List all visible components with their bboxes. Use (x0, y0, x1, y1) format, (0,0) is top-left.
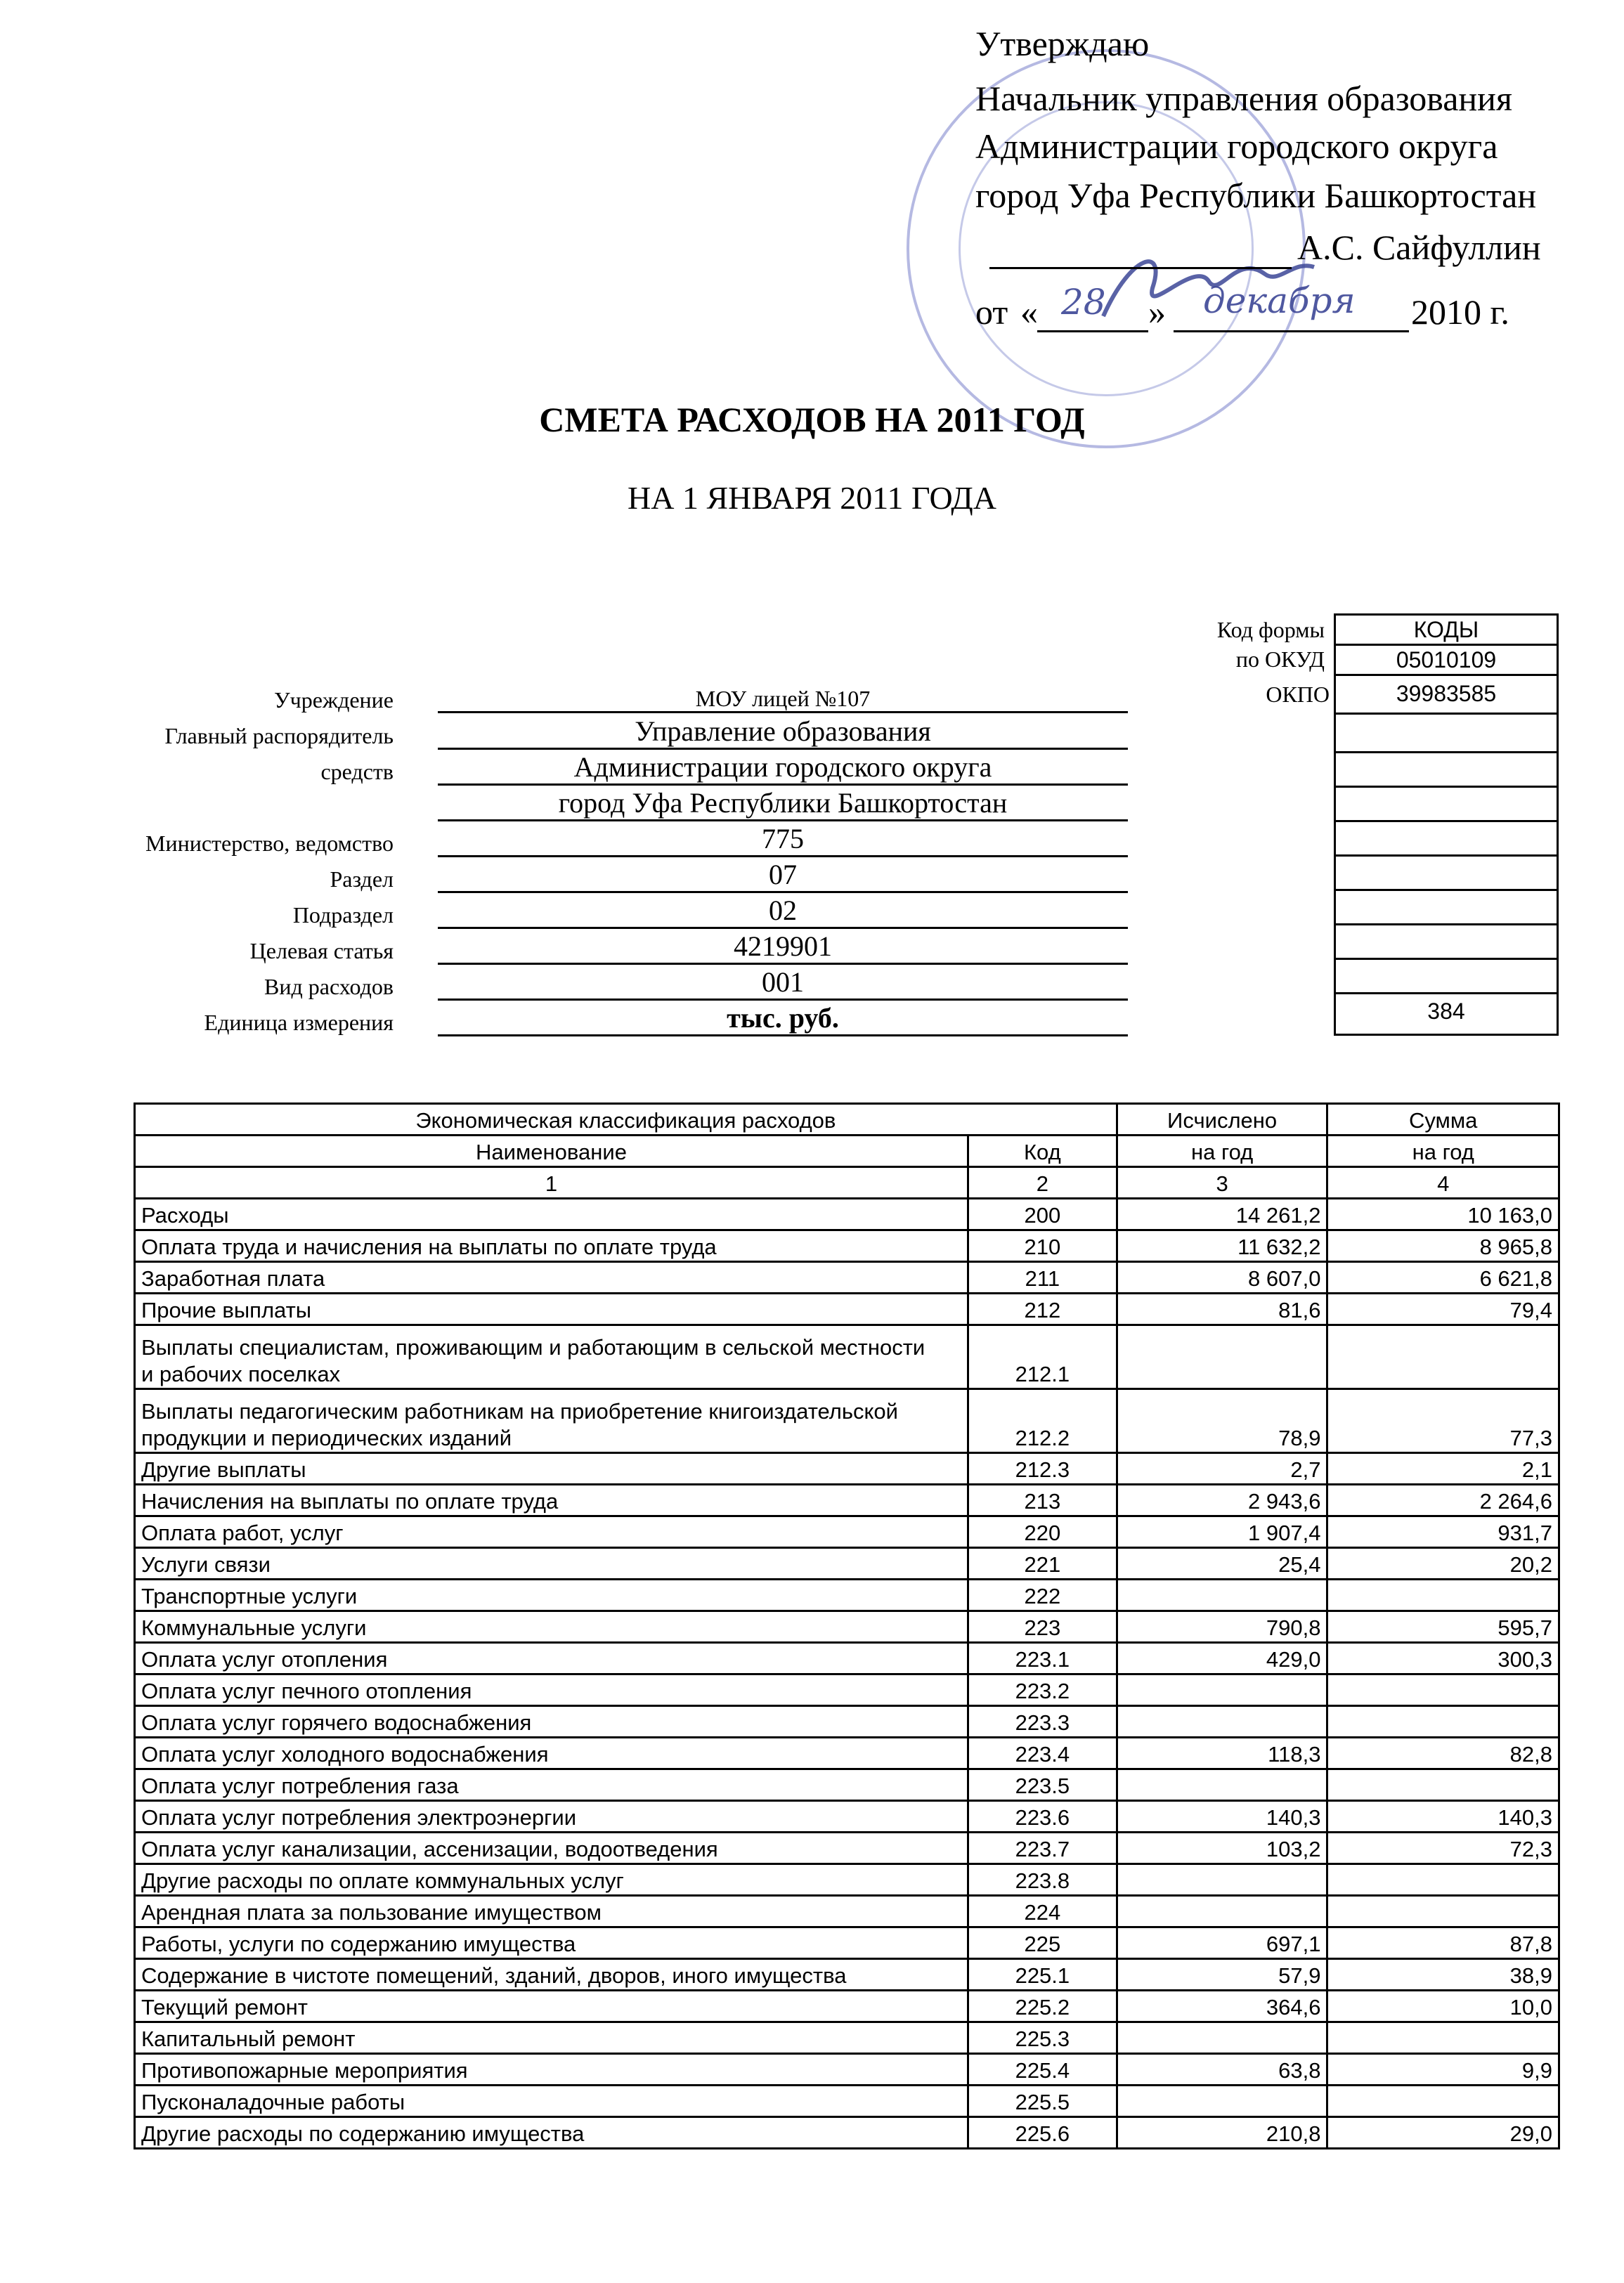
code-cell-section (1334, 854, 1559, 891)
table-body (135, 1199, 1559, 2149)
date-open-quote: « (1020, 292, 1038, 332)
row-code: 225.6 (968, 2117, 1117, 2149)
table-row (135, 1833, 1559, 1864)
approval-heading: Утверждаю (975, 24, 1150, 63)
table-row (135, 1643, 1559, 1674)
signature-line (989, 267, 1292, 269)
row-calculated (1117, 1896, 1327, 1927)
row-code: 224 (968, 1896, 1117, 1927)
row-calculated: 63,8 (1117, 2054, 1327, 2086)
row-sum: 2 264,6 (1327, 1485, 1559, 1516)
header-name: Наименование (135, 1136, 968, 1167)
code-cell-manager-3 (1334, 786, 1559, 822)
row-code: 223.5 (968, 1769, 1117, 1801)
table-header-row-2 (135, 1136, 1559, 1167)
row-code: 223.8 (968, 1864, 1117, 1896)
row-code: 225.5 (968, 2086, 1117, 2117)
row-calculated (1117, 1864, 1327, 1896)
table-row (135, 1453, 1559, 1485)
ministry-value: 775 (438, 823, 1128, 857)
table-row (135, 1801, 1559, 1833)
row-sum: 595,7 (1327, 1611, 1559, 1643)
table-row (135, 1389, 1559, 1453)
row-calculated: 78,9 (1117, 1389, 1327, 1453)
header-code: Код (968, 1136, 1117, 1167)
row-code: 225 (968, 1927, 1117, 1959)
table-row (135, 1769, 1559, 1801)
subsection-value: 02 (438, 895, 1128, 929)
expense-type-label: Вид расходов (264, 974, 394, 999)
table-row (135, 2117, 1559, 2149)
row-name (135, 1801, 968, 1833)
row-name-text: Арендная плата за пользование имуществом (141, 1900, 602, 1925)
manager-value-2: Администрации городского округа (438, 751, 1128, 786)
row-code: 210 (968, 1230, 1117, 1262)
row-name (135, 1611, 968, 1643)
row-name-text: Выплаты специалистам, проживающим и работающим в сельской местности (141, 1335, 925, 1360)
approval-position-3: город Уфа Республики Башкортостан (975, 176, 1537, 215)
manager-value-3: город Уфа Республики Башкортостан (438, 787, 1128, 821)
table-row (135, 1548, 1559, 1580)
row-sum (1327, 2022, 1559, 2054)
row-name-text: Оплата услуг потребления электроэнергии (141, 1805, 577, 1830)
row-name-text: Противопожарные мероприятия (141, 2058, 468, 2083)
row-code: 213 (968, 1485, 1117, 1516)
row-sum: 72,3 (1327, 1833, 1559, 1864)
table-row (135, 1230, 1559, 1262)
header-sum: Сумма (1327, 1104, 1559, 1136)
expense-table (134, 1103, 1560, 2149)
row-name (135, 2086, 968, 2117)
row-sum: 79,4 (1327, 1294, 1559, 1325)
row-name (135, 1833, 968, 1864)
row-code: 212.1 (968, 1325, 1117, 1389)
column-number-2: 2 (968, 1167, 1117, 1199)
row-calculated: 25,4 (1117, 1548, 1327, 1580)
row-sum: 10 163,0 (1327, 1199, 1559, 1230)
row-name (135, 2022, 968, 2054)
row-name-text: Услуги связи (141, 1552, 271, 1577)
row-name-text: Капитальный ремонт (141, 2027, 356, 2051)
row-calculated: 2,7 (1117, 1453, 1327, 1485)
code-cell-manager-2 (1334, 751, 1559, 788)
table-row (135, 2022, 1559, 2054)
table-row (135, 1706, 1559, 1738)
row-code: 212 (968, 1294, 1117, 1325)
row-name-text: Начисления на выплаты по оплате труда (141, 1489, 559, 1514)
table-column-numbers (135, 1167, 1559, 1199)
date-close-quote: » (1148, 292, 1166, 332)
header-calculated-year: на год (1117, 1136, 1327, 1167)
row-name-text: Оплата услуг отопления (141, 1647, 388, 1672)
row-sum: 6 621,8 (1327, 1262, 1559, 1294)
target-value: 4219901 (438, 930, 1128, 965)
row-code: 220 (968, 1516, 1117, 1548)
subsection-label: Подраздел (292, 902, 394, 928)
row-name-text: Пусконаладочные работы (141, 2090, 405, 2114)
table-row (135, 1896, 1559, 1927)
table-row (135, 1325, 1559, 1389)
row-code: 200 (968, 1199, 1117, 1230)
approval-position-2: Администрации городского округа (975, 126, 1498, 166)
document-title: СМЕТА РАСХОДОВ НА 2011 ГОД (539, 400, 1085, 439)
manager-value-1: Управление образования (438, 715, 1128, 750)
expense-type-value: 001 (438, 966, 1128, 1001)
code-cell-manager-1 (1334, 713, 1559, 753)
row-name-text: Работы, услуги по содержанию имущества (141, 1932, 576, 1956)
row-code: 225.1 (968, 1959, 1117, 1991)
row-sum: 87,8 (1327, 1927, 1559, 1959)
row-sum: 2,1 (1327, 1453, 1559, 1485)
row-name (135, 1294, 968, 1325)
table-row (135, 1674, 1559, 1706)
table-row (135, 1991, 1559, 2022)
header-econ-class: Экономическая классификация расходов (135, 1104, 1117, 1136)
row-sum (1327, 1674, 1559, 1706)
row-calculated (1117, 1706, 1327, 1738)
institution-label: Учреждение (274, 687, 394, 713)
row-name-text: Прочие выплаты (141, 1298, 312, 1322)
code-cell-subsection (1334, 889, 1559, 925)
row-name-text: Транспортные услуги (141, 1584, 358, 1608)
row-name (135, 1230, 968, 1262)
row-code: 223.3 (968, 1706, 1117, 1738)
row-calculated (1117, 2022, 1327, 2054)
code-cell-target (1334, 923, 1559, 960)
row-sum: 140,3 (1327, 1801, 1559, 1833)
row-code: 223.6 (968, 1801, 1117, 1833)
row-name-text: Выплаты педагогическим работникам на приобретение книгоиздательской (141, 1399, 898, 1424)
approval-position-1: Начальник управления образования (975, 79, 1512, 118)
row-calculated: 81,6 (1117, 1294, 1327, 1325)
row-calculated: 14 261,2 (1117, 1199, 1327, 1230)
section-label: Раздел (330, 866, 394, 892)
row-calculated: 210,8 (1117, 2117, 1327, 2149)
row-name (135, 2117, 968, 2149)
row-code: 223.4 (968, 1738, 1117, 1769)
row-name-text: Оплата услуг горячего водоснабжения (141, 1710, 532, 1735)
row-sum (1327, 1896, 1559, 1927)
row-name (135, 1516, 968, 1548)
row-name (135, 1959, 968, 1991)
okud-label: по ОКУД (1235, 646, 1325, 672)
row-code: 223.7 (968, 1833, 1117, 1864)
header-sum-year: на год (1327, 1136, 1559, 1167)
row-code: 225.2 (968, 1991, 1117, 2022)
table-row (135, 1611, 1559, 1643)
row-sum (1327, 1580, 1559, 1611)
date-day-line (1037, 330, 1148, 332)
row-calculated: 103,2 (1117, 1833, 1327, 1864)
row-code: 223.1 (968, 1643, 1117, 1674)
row-name-text: Оплата работ, услуг (141, 1521, 344, 1545)
signer-name: А.С. Сайфуллин (1297, 228, 1541, 267)
row-calculated: 118,3 (1117, 1738, 1327, 1769)
code-cell-expense-type (1334, 958, 1559, 994)
okpo-label: ОКПО (1266, 682, 1330, 707)
row-calculated: 11 632,2 (1117, 1230, 1327, 1262)
row-code: 212.3 (968, 1453, 1117, 1485)
row-code: 223.2 (968, 1674, 1117, 1706)
column-number-3: 3 (1117, 1167, 1327, 1199)
row-calculated: 2 943,6 (1117, 1485, 1327, 1516)
row-code: 212.2 (968, 1389, 1117, 1453)
manager-label-2: средств (320, 759, 394, 784)
row-calculated: 364,6 (1117, 1991, 1327, 2022)
row-name (135, 1769, 968, 1801)
row-sum: 38,9 (1327, 1959, 1559, 1991)
row-name-text: Оплата услуг канализации, ассенизации, водоотведения (141, 1837, 718, 1861)
okpo-value: 39983585 (1334, 674, 1559, 715)
row-calculated: 790,8 (1117, 1611, 1327, 1643)
row-code: 221 (968, 1548, 1117, 1580)
table-header-row-1 (135, 1104, 1559, 1136)
row-calculated (1117, 2086, 1327, 2117)
row-name (135, 1389, 968, 1453)
okud-value: 05010109 (1334, 644, 1559, 676)
row-calculated (1117, 1580, 1327, 1611)
row-sum: 8 965,8 (1327, 1230, 1559, 1262)
row-sum (1327, 1769, 1559, 1801)
table-row (135, 1516, 1559, 1548)
row-name (135, 1453, 968, 1485)
row-code: 222 (968, 1580, 1117, 1611)
row-sum (1327, 2086, 1559, 2117)
row-sum: 82,8 (1327, 1738, 1559, 1769)
row-calculated: 57,9 (1117, 1959, 1327, 1991)
row-name (135, 1485, 968, 1516)
row-name (135, 1927, 968, 1959)
row-sum: 9,9 (1327, 2054, 1559, 2086)
row-code: 211 (968, 1262, 1117, 1294)
codes-header: КОДЫ (1334, 613, 1559, 646)
row-sum: 300,3 (1327, 1643, 1559, 1674)
table-row (135, 1199, 1559, 1230)
section-value: 07 (438, 859, 1128, 893)
date-month: декабря (1203, 280, 1356, 321)
row-calculated: 697,1 (1117, 1927, 1327, 1959)
row-calculated: 429,0 (1117, 1643, 1327, 1674)
row-name (135, 1643, 968, 1674)
row-name-text: Содержание в чистоте помещений, зданий, дворов, иного имущества (141, 1963, 847, 1988)
row-sum (1327, 1325, 1559, 1389)
row-sum: 931,7 (1327, 1516, 1559, 1548)
header-calculated: Исчислено (1117, 1104, 1327, 1136)
manager-label-1: Главный распорядитель (164, 723, 394, 748)
table-row (135, 1959, 1559, 1991)
row-sum: 29,0 (1327, 2117, 1559, 2149)
target-label: Целевая статья (249, 938, 394, 963)
row-sum: 20,2 (1327, 1548, 1559, 1580)
row-name-text: Расходы (141, 1203, 229, 1228)
row-name-text: Оплата услуг холодного водоснабжения (141, 1742, 549, 1767)
row-name-text: Коммунальные услуги (141, 1615, 367, 1640)
table-row (135, 1294, 1559, 1325)
row-name (135, 1991, 968, 2022)
table-row (135, 1864, 1559, 1896)
row-calculated (1117, 1674, 1327, 1706)
row-calculated (1117, 1325, 1327, 1389)
row-sum (1327, 1864, 1559, 1896)
table-row (135, 1262, 1559, 1294)
row-sum: 10,0 (1327, 1991, 1559, 2022)
row-name-text-continued: и рабочих поселках (141, 1362, 341, 1386)
table-row (135, 2086, 1559, 2117)
date-day: 28 (1061, 282, 1106, 323)
row-name-text: Текущий ремонт (141, 1995, 308, 2019)
row-name (135, 1674, 968, 1706)
code-cell-ministry (1334, 820, 1559, 857)
row-name (135, 1896, 968, 1927)
row-name-text: Оплата услуг потребления газа (141, 1774, 459, 1798)
row-sum: 77,3 (1327, 1389, 1559, 1453)
unit-label: Единица измерения (204, 1010, 394, 1035)
institution-value: МОУ лицей №107 (438, 683, 1128, 713)
row-code: 225.3 (968, 2022, 1117, 2054)
row-calculated (1117, 1769, 1327, 1801)
row-name-text: Оплата услуг печного отопления (141, 1679, 472, 1703)
row-name-text: Заработная плата (141, 1266, 325, 1291)
row-name (135, 1864, 968, 1896)
row-code: 225.4 (968, 2054, 1117, 2086)
table-row (135, 1927, 1559, 1959)
row-name (135, 1706, 968, 1738)
document-subtitle: НА 1 ЯНВАРЯ 2011 ГОДА (628, 480, 996, 516)
unit-value: тыс. руб. (438, 1002, 1128, 1036)
table-row (135, 2054, 1559, 2086)
row-name-text: Другие выплаты (141, 1457, 306, 1482)
ministry-label: Министерство, ведомство (145, 831, 394, 856)
row-name (135, 1548, 968, 1580)
form-code-label: Код формы (1216, 617, 1325, 642)
row-name (135, 1199, 968, 1230)
column-number-1: 1 (135, 1167, 968, 1199)
row-name-text: Другие расходы по содержанию имущества (141, 2121, 585, 2146)
row-name (135, 1262, 968, 1294)
date-prefix: от (975, 292, 1008, 332)
row-name (135, 1580, 968, 1611)
column-number-4: 4 (1327, 1167, 1559, 1199)
row-name-text: Другие расходы по оплате коммунальных услуг (141, 1868, 624, 1893)
date-month-line (1174, 330, 1409, 332)
row-name-text-continued: продукции и периодических изданий (141, 1426, 512, 1450)
table-row (135, 1738, 1559, 1769)
unit-code-value: 384 (1334, 992, 1559, 1036)
row-sum (1327, 1706, 1559, 1738)
date-year: 2010 г. (1411, 292, 1509, 332)
row-name (135, 1325, 968, 1389)
row-code: 223 (968, 1611, 1117, 1643)
row-calculated: 1 907,4 (1117, 1516, 1327, 1548)
row-calculated: 8 607,0 (1117, 1262, 1327, 1294)
row-calculated: 140,3 (1117, 1801, 1327, 1833)
table-row (135, 1580, 1559, 1611)
table-row (135, 1485, 1559, 1516)
row-name-text: Оплата труда и начисления на выплаты по оплате труда (141, 1235, 717, 1259)
row-name (135, 1738, 968, 1769)
row-name (135, 2054, 968, 2086)
